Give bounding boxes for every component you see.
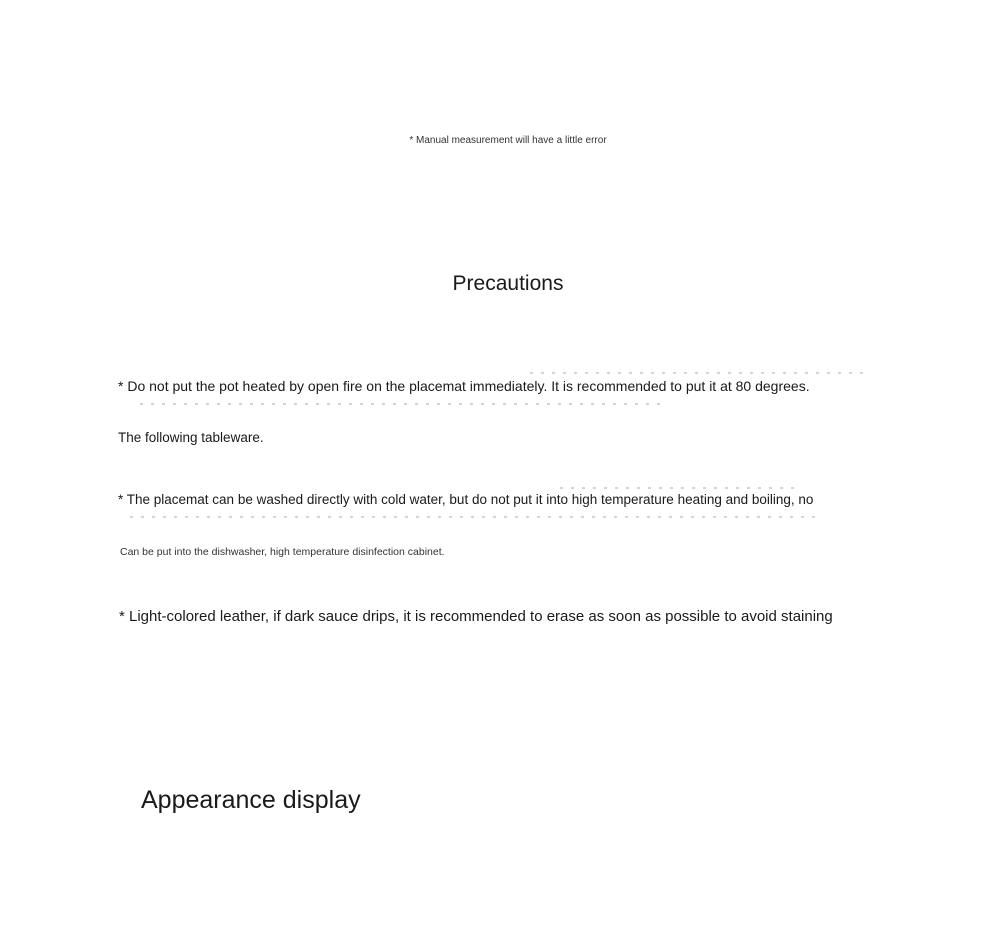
measurement-note: * Manual measurement will have a little error <box>409 135 607 146</box>
clipped-text-remnant <box>560 487 800 489</box>
precautions-heading: Precautions <box>452 272 564 295</box>
precaution-item: Can be put into the dishwasher, high temperature disinfection cabinet. <box>120 546 445 558</box>
appearance-heading: Appearance display <box>141 786 361 814</box>
precaution-item: * The placemat can be washed directly with cold water, but do not put it into high temperature heating and boiling, no <box>118 492 814 507</box>
clipped-text-remnant <box>130 516 820 518</box>
precaution-item: The following tableware. <box>118 430 264 445</box>
clipped-text-remnant <box>140 403 660 405</box>
precaution-item: * Do not put the pot heated by open fire on the placemat immediately. It is recommended to put it at 80 degrees. <box>118 378 810 394</box>
clipped-text-remnant <box>530 372 865 374</box>
precaution-item: * Light-colored leather, if dark sauce drips, it is recommended to erase as soon as possible to avoid staining <box>119 608 833 625</box>
